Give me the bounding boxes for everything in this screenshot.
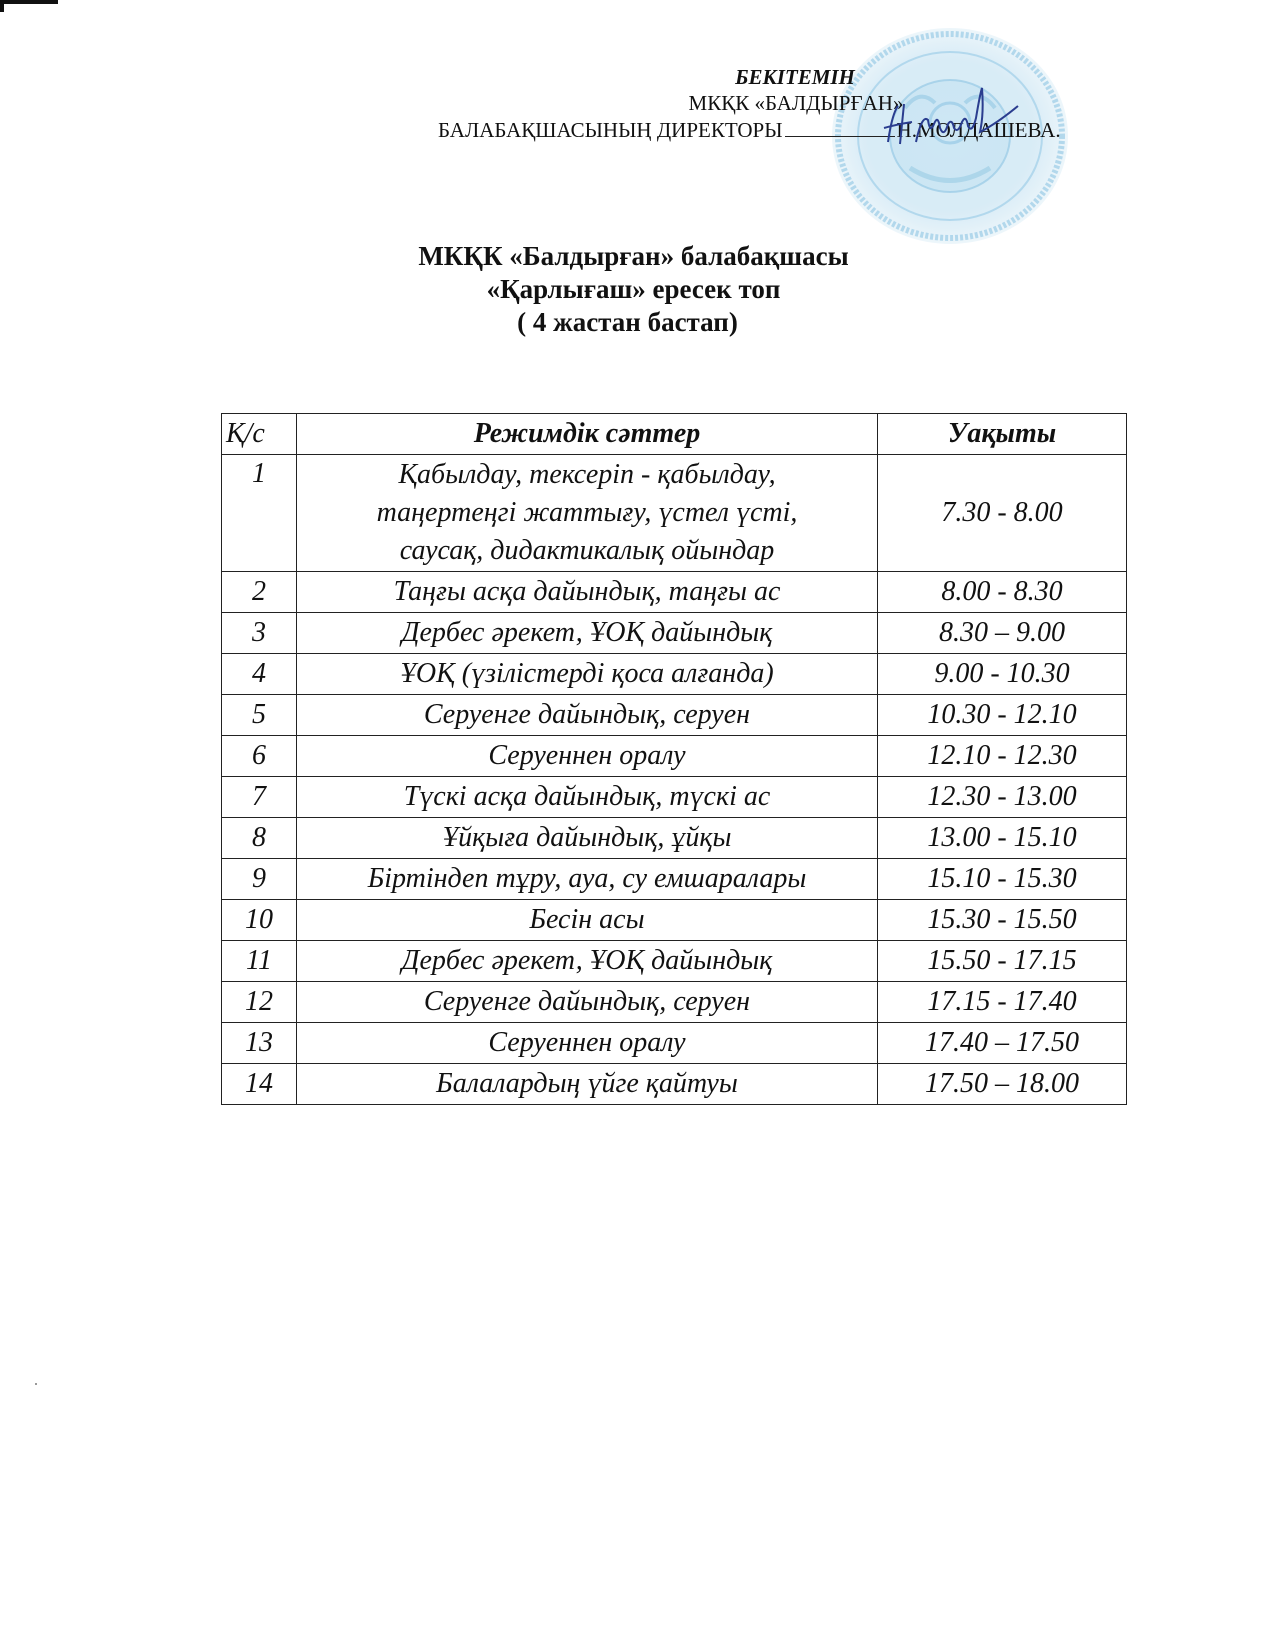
row-number: 7 [222,777,297,818]
heading-age: ( 4 жастан бастап) [517,307,738,337]
row-time: 15.10 - 15.30 [878,859,1127,900]
row-activity: Дербес әрекет, ҰОҚ дайындық [297,613,878,654]
table-row [222,455,1127,572]
table-header-row [222,414,1127,455]
scan-edge-mark [0,0,58,4]
row-time: 17.50 – 18.00 [878,1064,1127,1105]
row-activity: Серуенге дайындық, серуен [297,982,878,1023]
row-number: 14 [222,1064,297,1105]
row-number: 12 [222,982,297,1023]
approval-title: БЕКІТЕМІН [735,65,855,89]
row-activity: Ұйқыға дайындық, ұйқы [297,818,878,859]
table-row [222,654,1127,695]
row-number: 9 [222,859,297,900]
heading-kindergarten: МКҚК «Балдырған» балабақшасы [418,241,849,271]
row-number: 3 [222,613,297,654]
table-row [222,695,1127,736]
table-row [222,1023,1127,1064]
row-time: 9.00 - 10.30 [878,654,1127,695]
daily-schedule-table [221,413,1127,1105]
approval-block [400,64,1200,142]
row-time: 17.15 - 17.40 [878,982,1127,1023]
row-activity: Серуеннен оралу [297,736,878,777]
row-activity-line: таңертеңгі жаттығу, үстел үсті, [376,497,798,528]
director-label: БАЛАБАҚШАСЫНЫҢ ДИРЕКТОРЫ [438,118,783,142]
row-activity: Серуенге дайындық, серуен [297,695,878,736]
row-activity: Серуеннен оралу [297,1023,878,1064]
director-name: Н.МОЛДАШЕВА. [896,118,1061,142]
row-time: 17.40 – 17.50 [878,1023,1127,1064]
row-activity: ҰОҚ (үзілістерді қоса алғанда) [297,654,878,695]
row-number: 8 [222,818,297,859]
row-time: 8.30 – 9.00 [878,613,1127,654]
header-time: Уақыты [878,414,1127,455]
row-activity: Балалардың үйге қайтуы [297,1064,878,1105]
row-time: 12.10 - 12.30 [878,736,1127,777]
document-heading [0,240,1275,339]
table-row [222,736,1127,777]
table-row [222,1064,1127,1105]
row-time: 13.00 - 15.10 [878,818,1127,859]
row-activity-line: саусақ, дидактикалық ойындар [399,535,775,566]
row-number: 5 [222,695,297,736]
row-time: 15.30 - 15.50 [878,900,1127,941]
row-time: 12.30 - 13.00 [878,777,1127,818]
row-number: 13 [222,1023,297,1064]
scan-speck [35,1383,37,1385]
table-row [222,572,1127,613]
row-activity [297,455,878,572]
table-row [222,613,1127,654]
row-number: 2 [222,572,297,613]
row-activity: Таңғы асқа дайындық, таңғы ас [297,572,878,613]
scan-edge-mark-vertical [0,0,4,12]
table-row [222,900,1127,941]
table-row [222,941,1127,982]
row-time: 7.30 - 8.00 [878,455,1127,572]
row-number: 1 [222,455,297,572]
table-row [222,859,1127,900]
table-row [222,818,1127,859]
table-row [222,777,1127,818]
row-activity: Дербес әрекет, ҰОҚ дайындық [297,941,878,982]
row-activity-line: Қабылдау, тексеріп - қабылдау, [398,459,776,490]
row-time: 8.00 - 8.30 [878,572,1127,613]
row-activity: Түскі асқа дайындық, түскі ас [297,777,878,818]
heading-group: «Қарлығаш» ересек топ [486,274,781,304]
row-time: 15.50 - 17.15 [878,941,1127,982]
row-time: 10.30 - 12.10 [878,695,1127,736]
approval-organization: МКҚК «БАЛДЫРҒАН» [688,91,904,115]
header-activity: Режимдік сәттер [297,414,878,455]
row-number: 11 [222,941,297,982]
row-number: 6 [222,736,297,777]
row-activity: Біртіндеп тұру, ауа, су емшаралары [297,859,878,900]
row-number: 4 [222,654,297,695]
header-number: Қ/с [222,414,297,455]
row-number: 10 [222,900,297,941]
row-activity: Бесін асы [297,900,878,941]
signature-icon [878,84,1028,154]
table-row [222,982,1127,1023]
